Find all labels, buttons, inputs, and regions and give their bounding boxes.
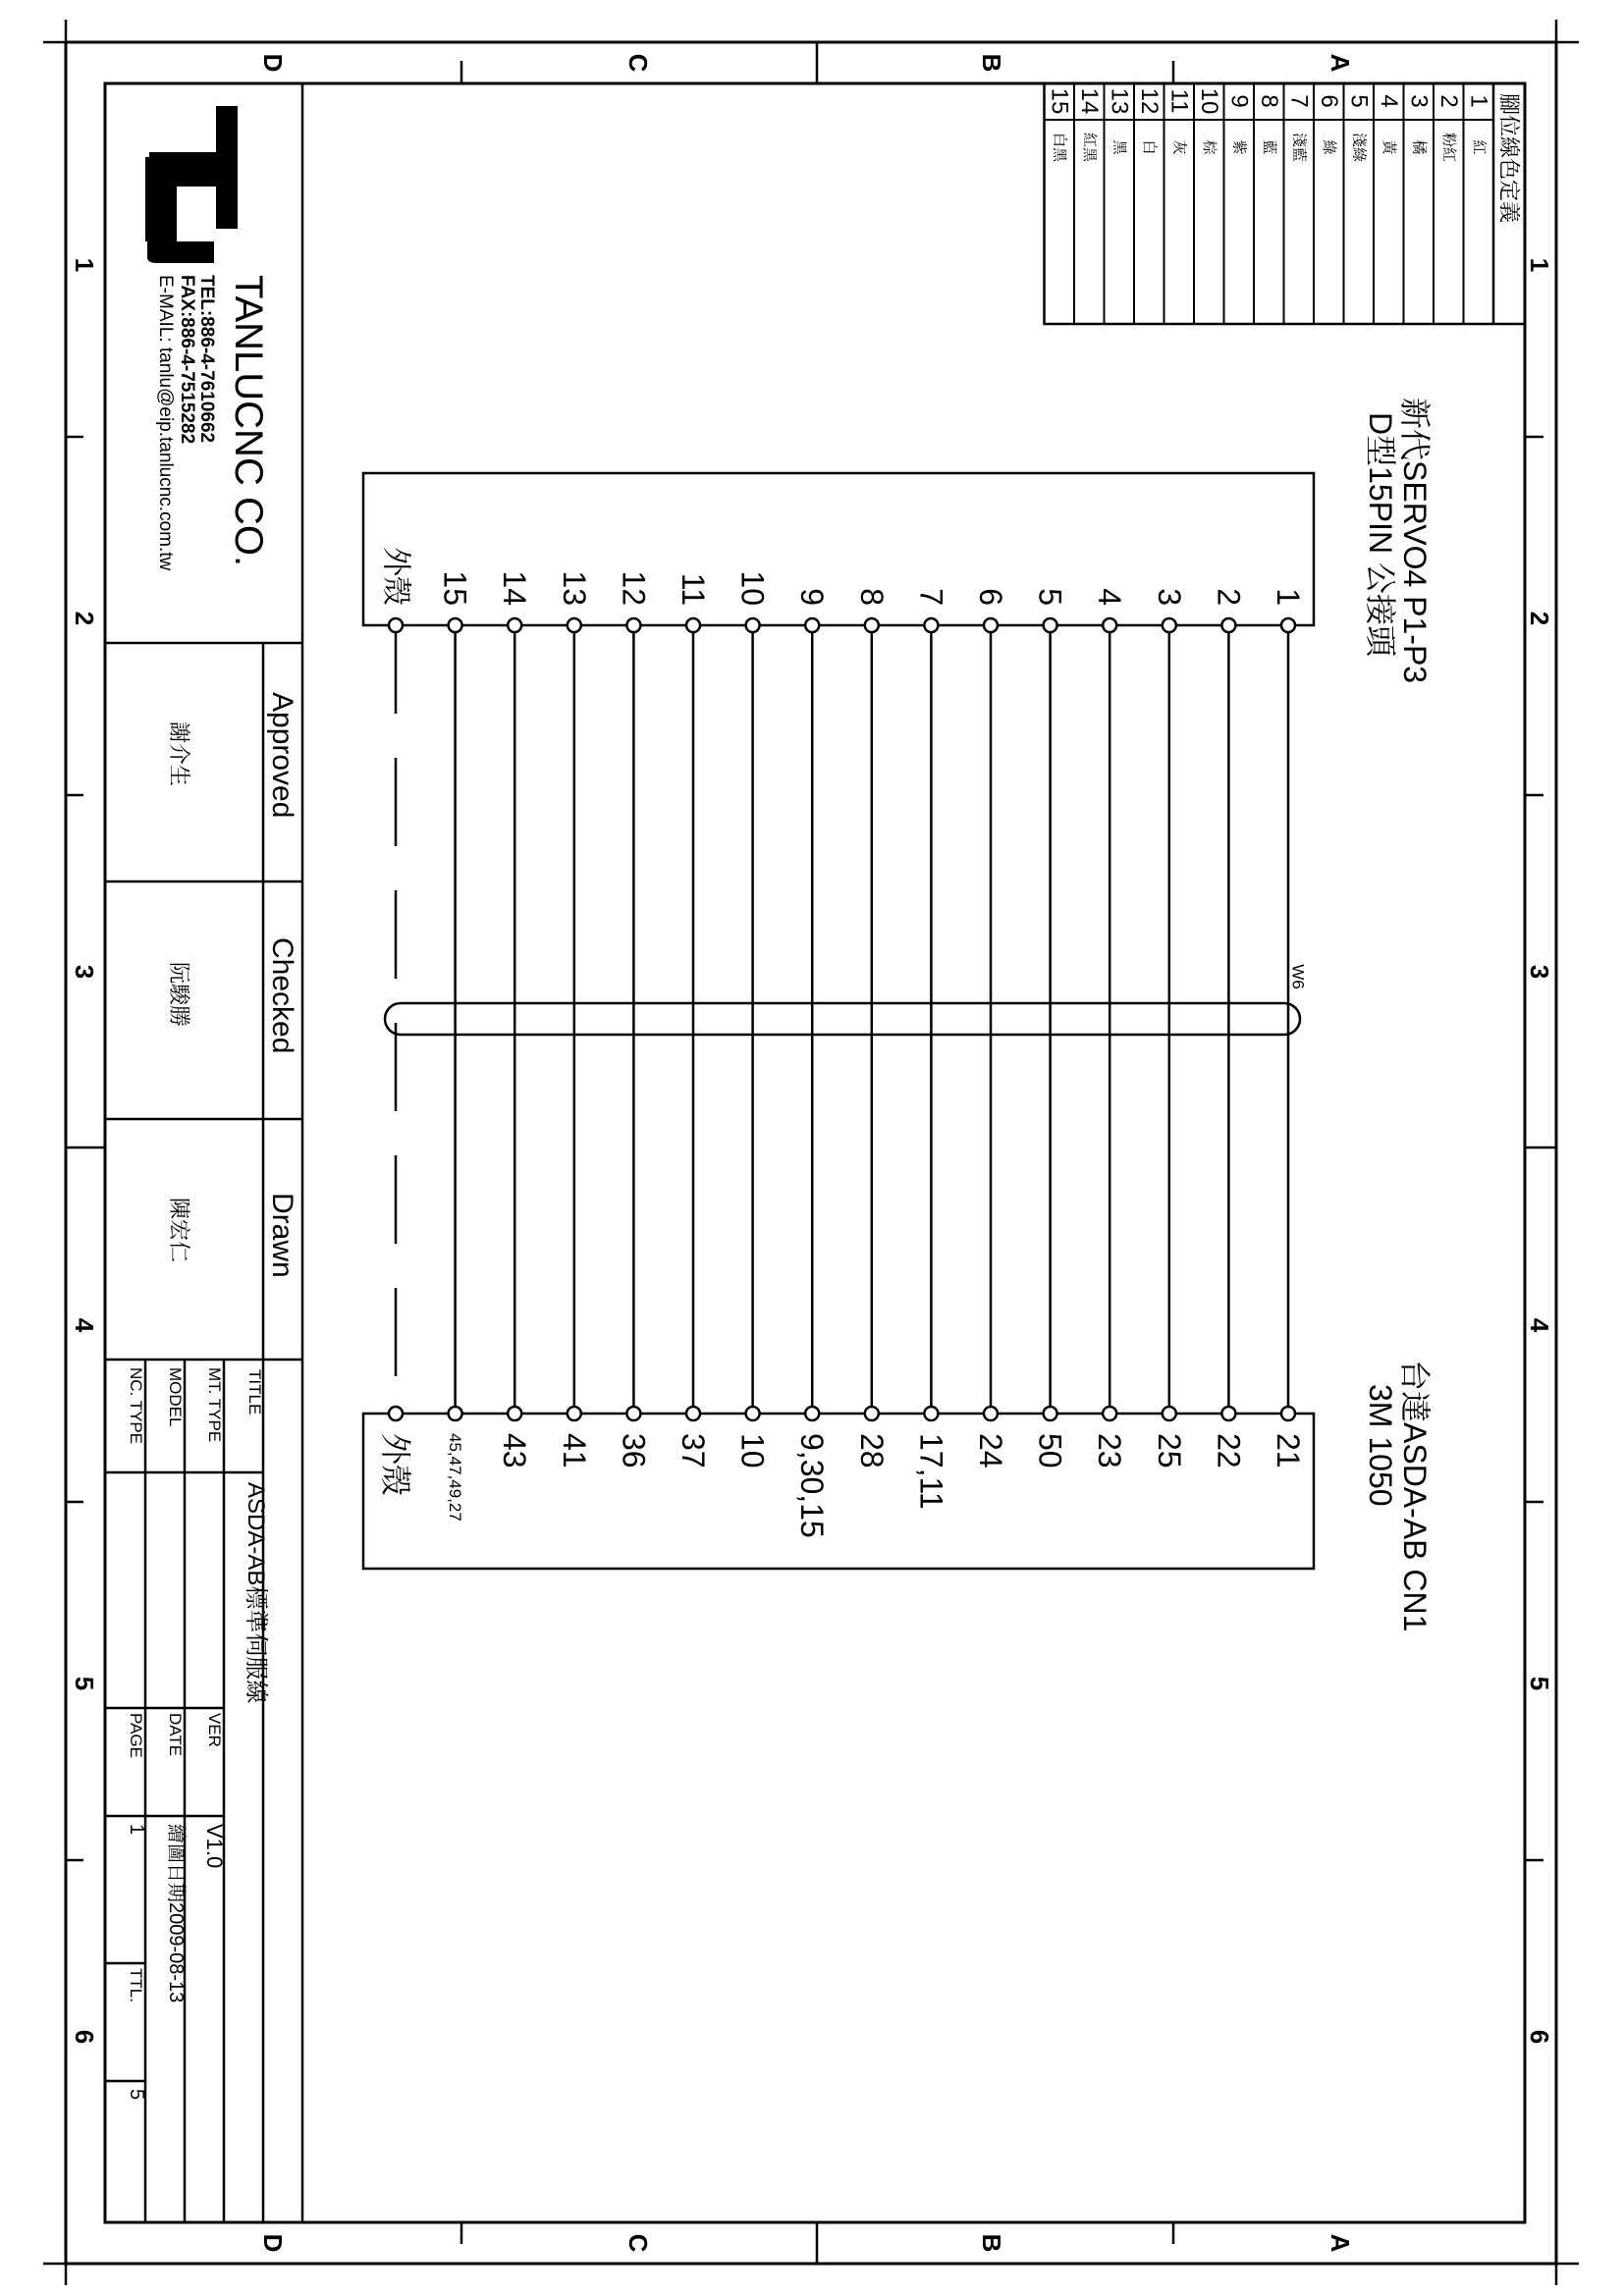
right-pin-terminal [1281,1407,1295,1420]
zone-number-right-6: 6 [1525,2029,1554,2045]
cable-bundle-outline [385,1003,1300,1035]
company-email: E-MAIL: tanlu@eip.tanlucnc.com.tw [155,275,176,571]
color-table-pin: 7 [1285,94,1313,108]
left-pin-terminal [568,618,581,632]
color-table-color: 白黑 [1051,132,1068,163]
right-pin-label: 17,11 [913,1433,949,1510]
ttl-label: TTL. [127,1968,145,2002]
left-pin-terminal [746,618,760,632]
model-label: MODEL [166,1367,185,1427]
right-pin-terminal [805,1407,819,1420]
left-pin-terminal [449,618,462,632]
color-table-pin: 3 [1405,94,1433,108]
color-table-header: 腳位線色定義 [1496,93,1522,224]
company-tel: TEL:886-4-7610662 [196,275,217,444]
zone-letter-top-b: B [977,53,1006,73]
left-connector-title-line1: 新代SERVO4 P1-P3 [1397,398,1433,684]
left-pin-label: 12 [616,570,652,606]
left-pin-label: 1 [1271,588,1306,606]
color-table-color: 棕 [1200,139,1218,155]
company-fax: FAX:886-4-7515282 [177,275,197,445]
color-table-color: 藍 [1260,139,1277,155]
left-pin-label: 14 [497,570,533,606]
color-table-pin: 12 [1135,87,1163,115]
left-pin-label: 6 [973,588,1008,606]
ver-value: V1.0 [202,1824,227,1869]
zone-letter-top-d: D [258,53,288,73]
right-pin-terminal [1221,1407,1235,1420]
date-label: DATE [166,1713,185,1757]
approved-label: Approved [266,692,298,819]
wiring-diagram [363,473,1314,1569]
left-pin-label: 外殼 [379,547,412,606]
right-pin-terminal [984,1407,998,1420]
left-pin-terminal [686,618,700,632]
page-label: PAGE [127,1713,145,1758]
bundle-label: W6 [1288,964,1308,989]
right-pin-label: 24 [973,1433,1008,1468]
right-pin-label: 25 [1151,1433,1187,1468]
color-table-pin: 4 [1375,94,1402,108]
color-table-pin: 15 [1046,87,1073,115]
right-pin-label: 10 [734,1433,771,1468]
page-value: 1 [126,1824,147,1836]
title-label: TITLE [245,1369,264,1415]
color-table-color: 淺藍 [1290,132,1308,163]
right-pin-terminal [508,1407,521,1420]
left-pin-label: 5 [1032,588,1068,606]
right-pin-label: 45,47,49,27 [446,1433,465,1522]
color-table-color: 粉紅 [1439,132,1457,163]
zone-number-left-6: 6 [70,2029,99,2045]
left-pin-terminal [1044,618,1057,632]
right-pin-terminal [746,1407,760,1420]
right-connector-title-line1: 台達ASDA-AB CN1 [1397,1360,1433,1632]
color-table-color: 紫 [1230,139,1248,155]
left-pin-terminal [865,618,879,632]
left-pin-label: 7 [913,588,949,606]
zone-letter-bottom-d: D [258,2233,288,2253]
left-pin-terminal [389,618,403,632]
left-pin-terminal [805,618,819,632]
right-pin-terminal [449,1407,462,1420]
right-pin-terminal [1163,1407,1176,1420]
color-table-pin: 14 [1075,87,1103,115]
right-pin-label: 9,30,15 [794,1433,831,1538]
zone-letter-top-c: C [623,53,653,73]
right-pin-terminal [389,1407,403,1420]
color-table-color: 橘 [1410,139,1428,155]
ttl-value: 5 [126,2089,147,2101]
left-pin-label: 9 [794,588,831,606]
color-table-pin: 6 [1315,94,1342,108]
right-pin-terminal [686,1407,700,1420]
drawn-label: Drawn [266,1193,298,1278]
zone-number-left-5: 5 [70,1676,99,1691]
color-table-color: 淺綠 [1350,132,1368,163]
color-table-color: 白 [1140,139,1158,155]
right-pin-label: 43 [497,1433,533,1468]
left-pin-label: 8 [853,588,890,606]
color-table-color: 綠 [1320,139,1337,155]
left-pin-terminal [984,618,998,632]
color-table-pin: 10 [1195,87,1222,115]
right-pin-terminal [626,1407,640,1420]
drawn-name: 陳宏仁 [167,1198,191,1263]
right-pin-label: 41 [556,1433,592,1468]
nc-type-label: NC. TYPE [127,1367,145,1445]
color-table-pin: 1 [1465,94,1492,108]
color-table-pin: 9 [1225,94,1253,108]
right-pin-label: 28 [853,1433,890,1468]
color-table-pin: 5 [1345,94,1373,108]
right-pin-label: 37 [676,1433,711,1468]
left-connector-title-line2: D型15PIN 公接頭 [1363,412,1398,657]
inner-frame [105,83,1525,2222]
left-pin-label: 15 [437,570,473,606]
zone-number-left-2: 2 [70,611,99,626]
checked-name: 阮駿勝 [167,962,191,1028]
color-table-pin: 13 [1106,87,1133,115]
right-pin-label: 21 [1271,1433,1306,1468]
zone-number-right-4: 4 [1525,1317,1554,1333]
date-value: 繪圖日期2009-08-13 [165,1824,187,2003]
right-connector-title-line2: 3M 1050 [1363,1384,1398,1507]
left-pin-terminal [1281,618,1295,632]
right-pin-terminal [1044,1407,1057,1420]
zone-number-right-2: 2 [1525,611,1554,626]
color-table-color: 黃 [1380,139,1397,155]
left-pin-terminal [1103,618,1116,632]
right-pin-terminal [924,1407,938,1420]
title-value: ASDA-AB標準伺服線 [243,1482,269,1704]
zone-number-right-3: 3 [1525,964,1554,980]
left-pin-label: 11 [676,572,711,606]
color-table-pin: 8 [1255,94,1282,108]
right-pin-label: 50 [1032,1433,1068,1468]
zone-letter-bottom-c: C [623,2233,653,2253]
left-pin-label: 3 [1151,588,1187,606]
left-pin-terminal [1221,618,1235,632]
zone-letter-bottom-b: B [977,2233,1006,2253]
left-pin-terminal [924,618,938,632]
color-table-pin: 2 [1435,94,1462,108]
color-table-color: 紅黑 [1080,132,1098,163]
zone-number-left-4: 4 [70,1317,99,1333]
zone-letter-bottom-a: A [1326,2233,1355,2253]
left-pin-terminal [1163,618,1176,632]
left-pin-terminal [508,618,521,632]
zone-letter-top-a: A [1326,53,1355,73]
color-table [1045,83,1526,324]
company-logo [145,106,238,263]
left-pin-label: 10 [734,570,771,606]
right-pin-label: 外殼 [378,1433,413,1497]
left-pin-terminal [626,618,640,632]
zone-number-left-3: 3 [70,964,99,980]
mt-type-label: MT. TYPE [205,1367,224,1443]
zone-number-left-1: 1 [70,257,99,273]
left-pin-label: 13 [556,570,592,606]
company-name: TANLUCNC CO. [227,275,270,567]
right-pin-label: 22 [1211,1433,1247,1468]
right-pin-terminal [865,1407,879,1420]
zone-letters [258,54,1355,2253]
color-table-pin: 11 [1165,88,1193,114]
left-pin-label: 2 [1211,588,1247,606]
right-pin-label: 23 [1092,1433,1128,1468]
color-table-color: 灰 [1170,139,1188,155]
right-pin-terminal [568,1407,581,1420]
zone-number-right-5: 5 [1525,1676,1554,1691]
logo-t-bar [216,106,238,229]
checked-label: Checked [266,937,298,1054]
approved-name: 謝介生 [167,721,191,787]
color-table-color: 紅 [1470,139,1488,155]
right-pin-terminal [1103,1407,1116,1420]
color-table-color: 黑 [1110,139,1128,155]
zone-number-right-1: 1 [1525,257,1554,273]
right-pin-label: 36 [616,1433,652,1468]
ver-label: VER [205,1713,224,1747]
left-pin-label: 4 [1092,588,1128,606]
